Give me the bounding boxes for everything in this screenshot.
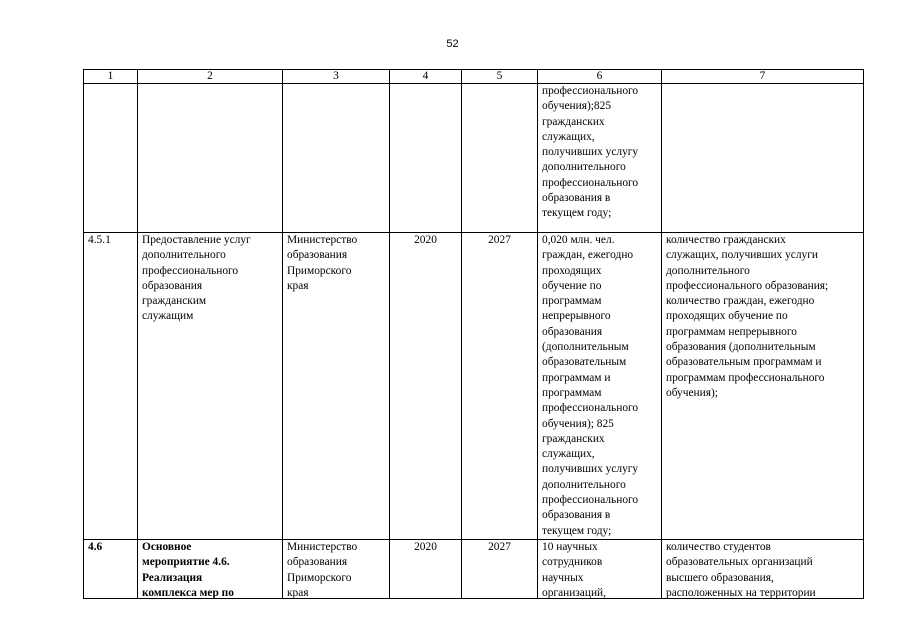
header-cell: 2 — [138, 70, 283, 84]
header-cell: 4 — [390, 70, 462, 84]
start-year-cell — [390, 84, 462, 233]
page-number: 52 — [446, 38, 459, 50]
header-cell: 5 — [462, 70, 538, 84]
row-number-text: 4.6 — [88, 540, 103, 553]
indicator-text: количество студентов образовательных организаций высшего образования, расположенных на территории — [666, 540, 816, 598]
table-row — [84, 539, 864, 598]
end-year-cell: 2027 — [462, 233, 538, 540]
start-year-cell: 2020 — [390, 233, 462, 540]
table-row — [84, 233, 864, 540]
measures-table — [83, 69, 864, 599]
executor-cell — [283, 539, 390, 598]
indicator-cell — [662, 84, 864, 233]
measure-name-cell: Предоставление услуг дополнительного профессионального образования гражданским служащим — [138, 233, 283, 540]
indicator-cell — [662, 539, 864, 598]
measure-name-cell — [138, 539, 283, 598]
row-number-cell: 4.5.1 — [84, 233, 138, 540]
end-year-cell — [462, 539, 538, 598]
measure-name-text: Основное мероприятие 4.6. Реализация комплекса мер по — [142, 540, 234, 598]
executor-cell — [283, 84, 390, 233]
start-year-cell — [390, 539, 462, 598]
end-year-cell — [462, 84, 538, 233]
expected-result-text: 10 научных сотрудников научных организаций, — [542, 540, 606, 598]
end-year-text: 2027 — [488, 540, 511, 553]
header-cell: 3 — [283, 70, 390, 84]
expected-result-cell — [538, 539, 662, 598]
expected-result-cell: 0,020 млн. чел. граждан, ежегодно проходящих обучение по программам непрерывного образования (дополнительным образовательным программам и программам профессионального обучения); 825 гражданских служащих, получивших услугу дополнительного профессионального образования в текущем году; — [538, 233, 662, 540]
header-cell: 7 — [662, 70, 864, 84]
indicator-cell: количество гражданских служащих, получивших услуги дополнительного профессионального образования; количество граждан, ежегодно проходящих обучение по программам непрерывного образования (дополнительным образовательным программам и программам профессионального обучения); — [662, 233, 864, 540]
header-cell: 1 — [84, 70, 138, 84]
executor-text: Министерство образования Приморского края — [287, 540, 358, 598]
start-year-text: 2020 — [414, 540, 437, 553]
executor-cell: Министерство образования Приморского края — [283, 233, 390, 540]
row-number-cell — [84, 539, 138, 598]
header-row — [84, 70, 864, 84]
expected-result-cell: профессионального обучения);825 гражданских служащих, получивших услугу дополнительного профессионального образования в текущем году; — [538, 84, 662, 233]
header-cell: 6 — [538, 70, 662, 84]
table-row — [84, 84, 864, 233]
row-number-cell — [84, 84, 138, 233]
measure-name-cell — [138, 84, 283, 233]
